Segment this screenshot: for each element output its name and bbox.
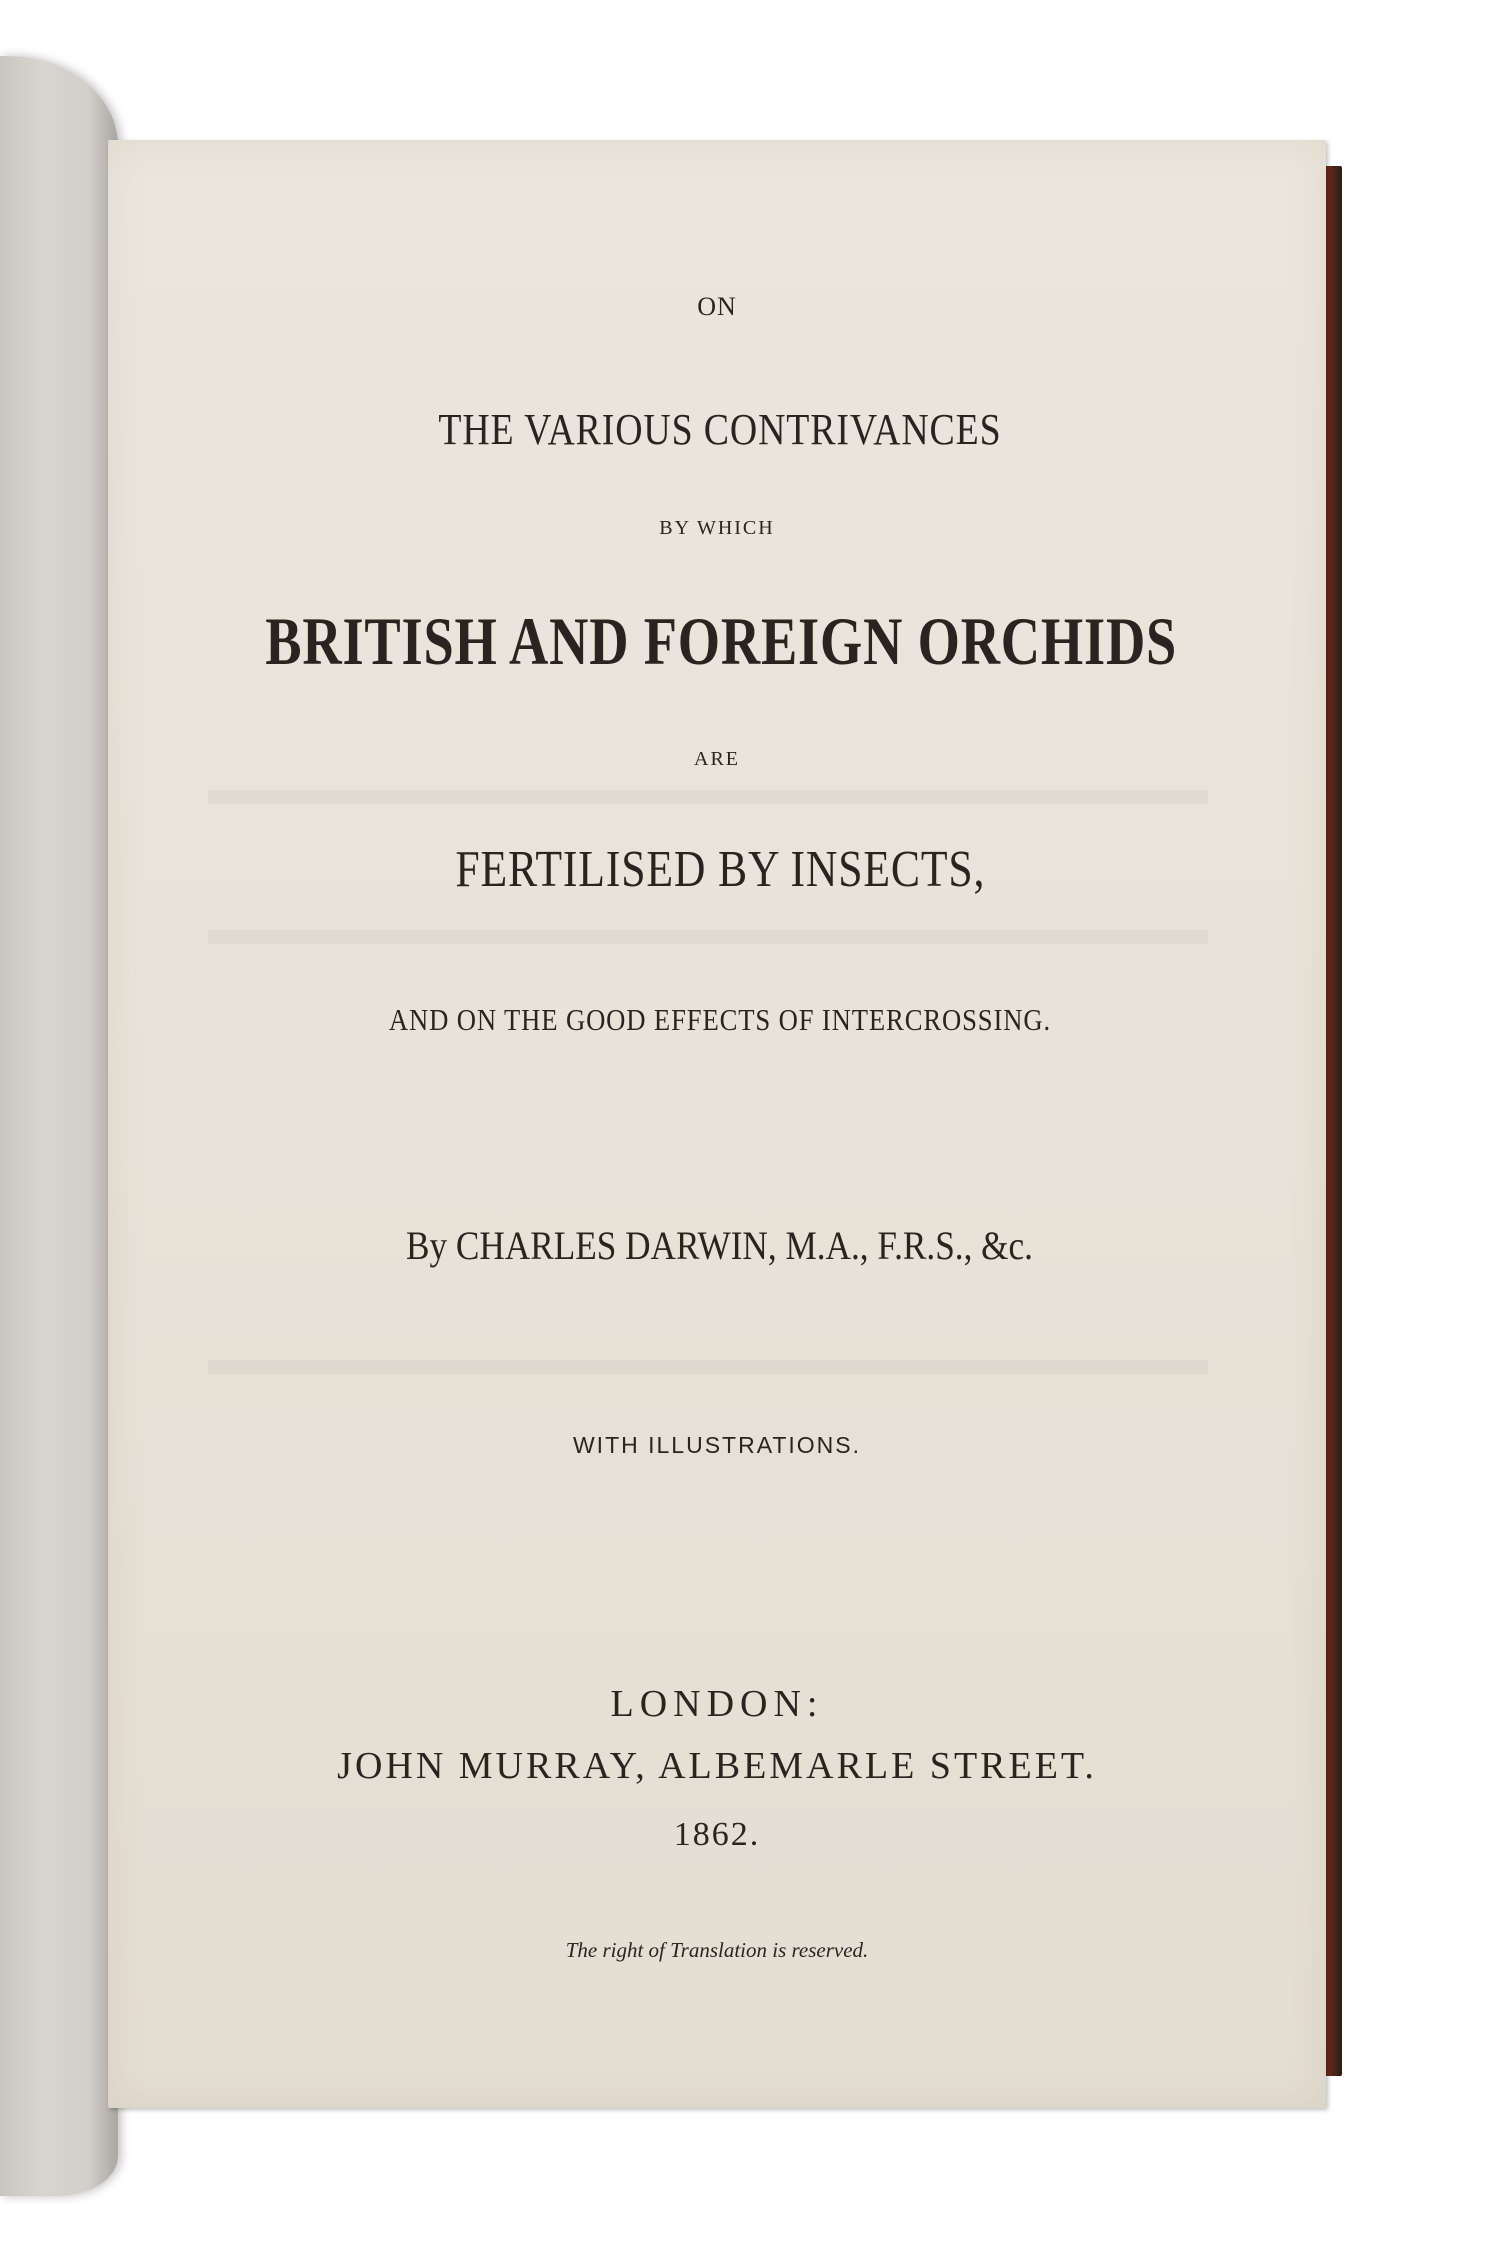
title-page bbox=[108, 140, 1326, 2108]
title-various: THE VARIOUS CONTRIVANCES bbox=[438, 405, 1002, 454]
imprint-publisher: JOHN MURRAY, ALBEMARLE STREET. bbox=[337, 1745, 1097, 1787]
illustrations-note: WITH ILLUSTRATIONS. bbox=[572, 1432, 862, 1458]
title-by-which: BY WHICH bbox=[659, 517, 775, 539]
title-on: ON bbox=[697, 292, 737, 321]
imprint-year: 1862. bbox=[673, 1816, 761, 1853]
author-line: By CHARLES DARWIN, M.A., F.R.S., &c. bbox=[406, 1223, 1033, 1268]
title-fertilised: FERTILISED BY INSECTS, bbox=[455, 841, 986, 898]
title-subtitle: AND ON THE GOOD EFFECTS OF INTERCROSSING. bbox=[388, 1002, 1051, 1037]
show-through-text bbox=[208, 790, 1208, 804]
title-are: ARE bbox=[694, 748, 740, 770]
left-page-leaf bbox=[0, 56, 118, 2196]
title-main: BRITISH AND FOREIGN ORCHIDS bbox=[265, 603, 1178, 679]
imprint-city: LONDON: bbox=[610, 1683, 824, 1725]
show-through-text bbox=[208, 930, 1208, 944]
show-through-text bbox=[208, 1360, 1208, 1374]
rights-notice: The right of Translation is reserved. bbox=[565, 1938, 869, 1962]
